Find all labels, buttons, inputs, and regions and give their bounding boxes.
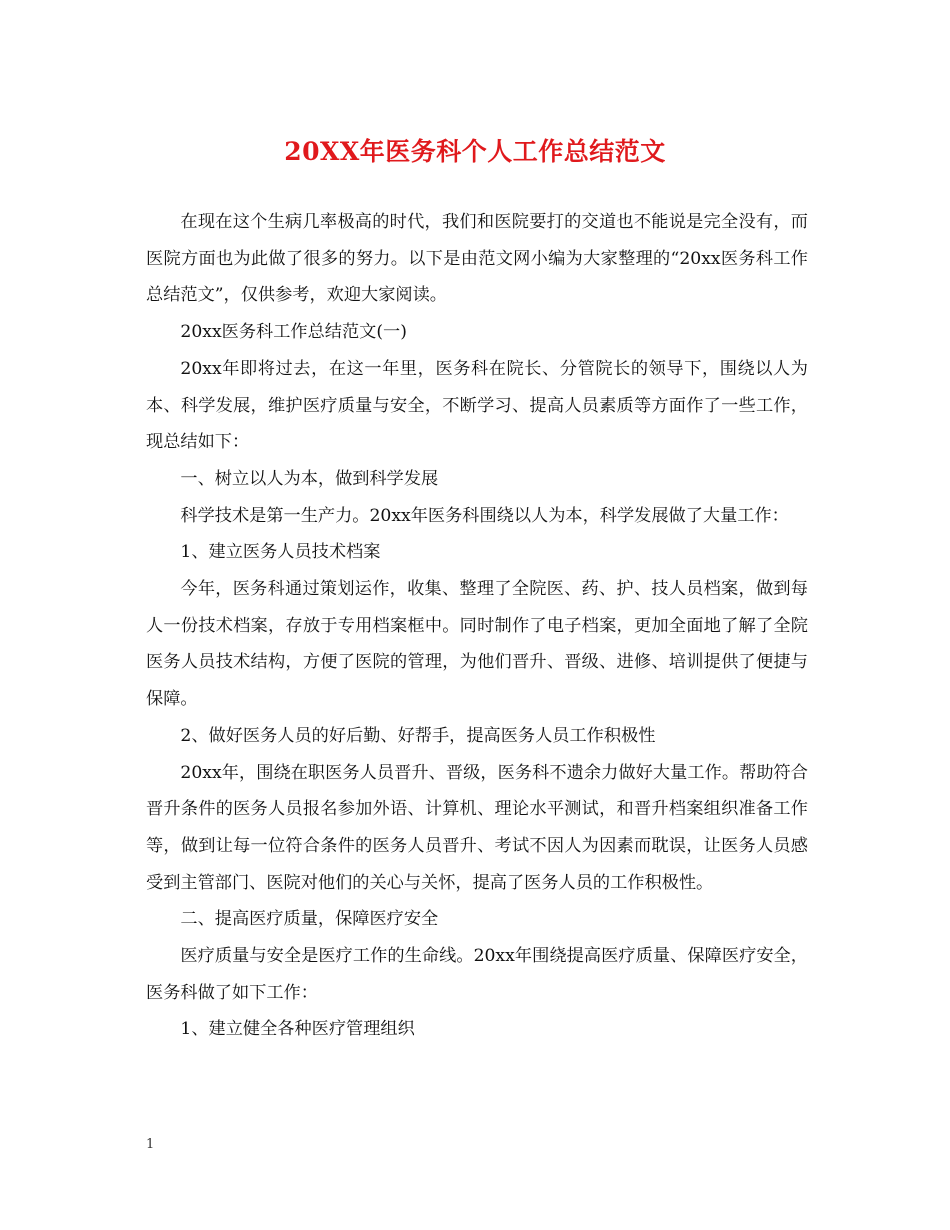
paragraph: 20xx年即将过去，在这一年里，医务科在院长、分管院长的领导下，围绕以人为本、科学发展，维护医疗质量与安全，不断学习、提高人员素质等方面作了一些工作，现总结如下：: [146, 358, 808, 453]
paragraph-section-heading: 20xx医务科工作总结范文(一): [180, 322, 407, 343]
page-number: 1: [146, 1137, 155, 1152]
paragraph: 今年，医务科通过策划运作，收集、整理了全院医、药、护、技人员档案，做到每人一份技术档案，存放于专用档案框中。同时制作了电子档案，更加全面地了解了全院医务人员技术结构，方便了医院的管理，为他们晋升、晋级、进修、培训提供了便捷与保障。: [146, 579, 808, 710]
paragraph-heading-2: 二、提高医疗质量，保障医疗安全: [180, 909, 439, 930]
paragraph-subheading-1: 1、建立医务人员技术档案: [180, 542, 381, 563]
document-body: [146, 204, 808, 1048]
paragraph: 科学技术是第一生产力。20xx年医务科围绕以人为本，科学发展做了大量工作：: [180, 505, 789, 526]
paragraph: 医疗质量与安全是医疗工作的生命线。20xx年围绕提高医疗质量、保障医疗安全，医务科做了如下工作：: [146, 946, 808, 1003]
paragraph-heading-1: 一、树立以人为本，做到科学发展: [180, 468, 439, 489]
paragraph: 20xx年，围绕在职医务人员晋升、晋级，医务科不遗余力做好大量工作。帮助符合晋升条件的医务人员报名参加外语、计算机、理论水平测试，和晋升档案组织准备工作等，做到让每一位符合条件的医务人员晋升、考试不因人为因素而耽误，让医务人员感受到主管部门、医院对他们的关心与关怀，提高了医务人员的工作积极性。: [146, 762, 808, 893]
paragraph-intro: 在现在这个生病几率极高的时代，我们和医院要打的交道也不能说是完全没有，而医院方面也为此做了很多的努力。以下是由范文网小编为大家整理的“20xx医务科工作总结范文”，仅供参考，欢迎大家阅读。: [146, 212, 808, 306]
paragraph-subheading-3: 1、建立健全各种医疗管理组织: [180, 1019, 415, 1040]
document-title: 20XX年医务科个人工作总结范文: [284, 137, 666, 166]
paragraph-subheading-2: 2、做好医务人员的好后勤、好帮手，提高医务人员工作积极性: [180, 725, 656, 746]
